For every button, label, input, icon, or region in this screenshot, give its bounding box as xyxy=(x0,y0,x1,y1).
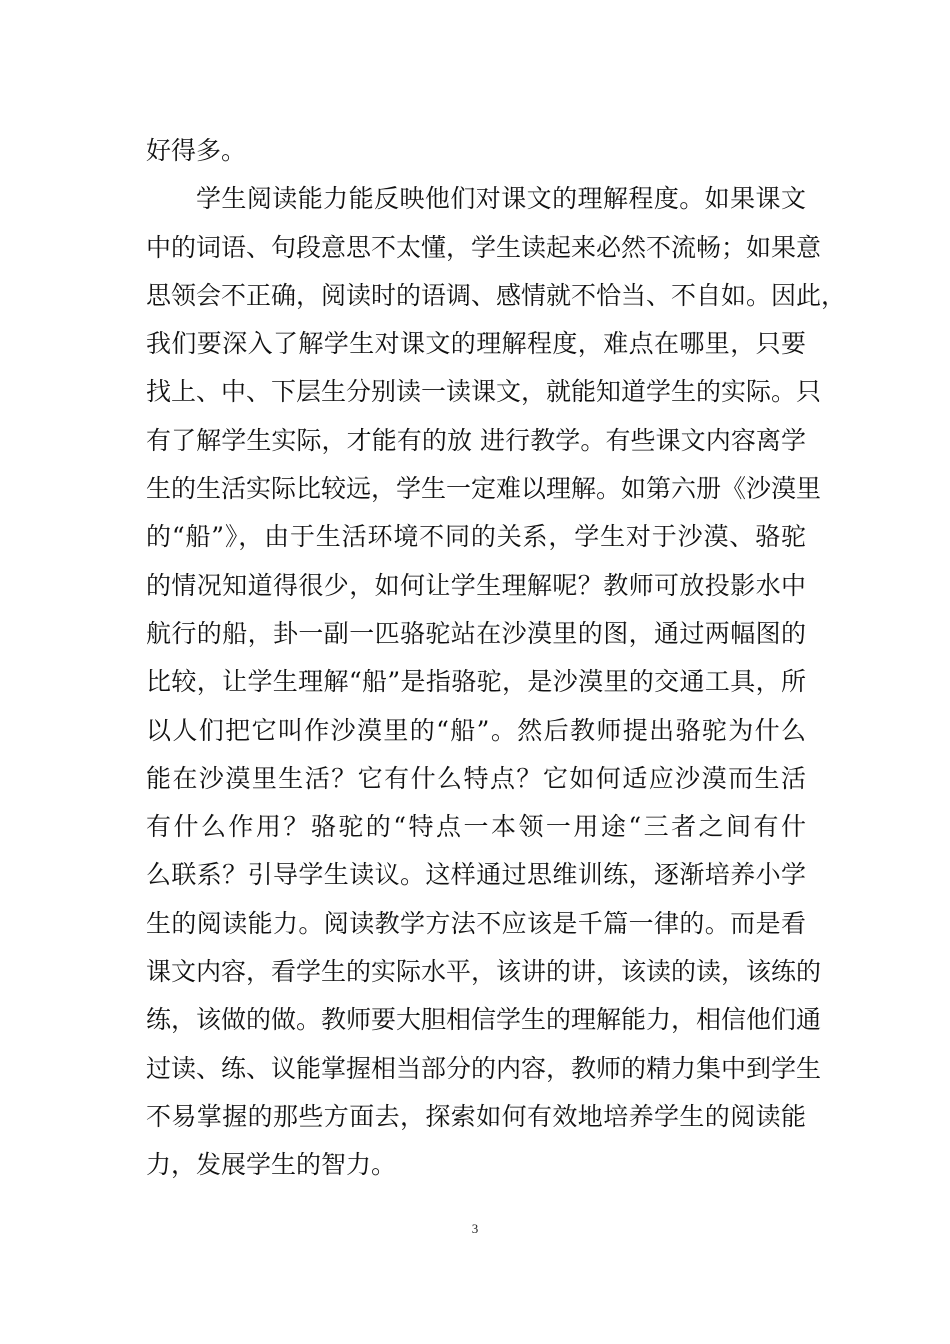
text-line: 航行的船，卦一副一匹骆驼站在沙漠里的图，通过两幅图的 xyxy=(146,618,806,648)
text-line: 练，该做的做。教师要大胆相信学生的理解能力，相信他们通 xyxy=(146,1005,822,1035)
page-number: 3 xyxy=(471,1221,479,1236)
text-line: 过读、练、议能掌握相当部分的内容，教师的精力集中到学生 xyxy=(146,1053,822,1083)
text-line: 力，发展学生的智力。 xyxy=(146,1150,397,1180)
text-line: 好得多。 xyxy=(146,136,247,165)
text-line: 的“船”》，由于生活环境不同的关系，学生对于沙漠、骆驼 xyxy=(146,522,806,552)
text-line: 比较，让学生理解“船”是指骆驼，是沙漠里的交通工具，所 xyxy=(146,667,806,697)
text-line: 我们要深入了解学生对课文的理解程度，难点在哪里，只要 xyxy=(146,329,806,359)
text-line: 不易掌握的那些方面去，探索如何有效地培养学生的阅读能 xyxy=(146,1101,806,1131)
text-line: 中的词语、句段意思不太懂，学生读起来必然不流畅；如果意 xyxy=(146,232,822,262)
text-line: 有什么作用？骆驼的“特点一本领一用途“三者之间有什 xyxy=(146,812,806,842)
text-line: 能在沙漠里生活？它有什么特点？它如何适应沙漠而生活 xyxy=(146,763,806,793)
text-line: 有了解学生实际，才能有的放 进行教学。有些课文内容离学 xyxy=(146,425,806,455)
text-line: 以人们把它叫作沙漠里的“船”。然后教师提出骆驼为什么 xyxy=(146,715,806,745)
body-text xyxy=(146,127,847,1190)
text-line: 生的生活实际比较远，学生一定难以理解。如第六册《沙漠里 xyxy=(146,474,822,504)
text-line: 思领会不正确，阅读时的语调、感情就不恰当、不自如。因此， xyxy=(146,280,847,310)
text-line: 么联系？引导学生读议。这样通过思维训练，逐渐培养小学 xyxy=(146,860,806,890)
paragraph-first-line: 学生阅读能力能反映他们对课文的理解程度。如果课文 xyxy=(196,184,806,214)
text-line: 课文内容，看学生的实际水平，该讲的讲，该读的读，该练的 xyxy=(146,957,822,987)
text-line: 生的阅读能力。阅读教学方法不应该是千篇一律的。而是看 xyxy=(146,908,806,938)
text-line: 的情况知道得很少，如何让学生理解呢？教师可放投影水中 xyxy=(146,570,806,600)
text-line: 找上、中、下层生分别读一读课文，就能知道学生的实际。只 xyxy=(146,377,822,407)
